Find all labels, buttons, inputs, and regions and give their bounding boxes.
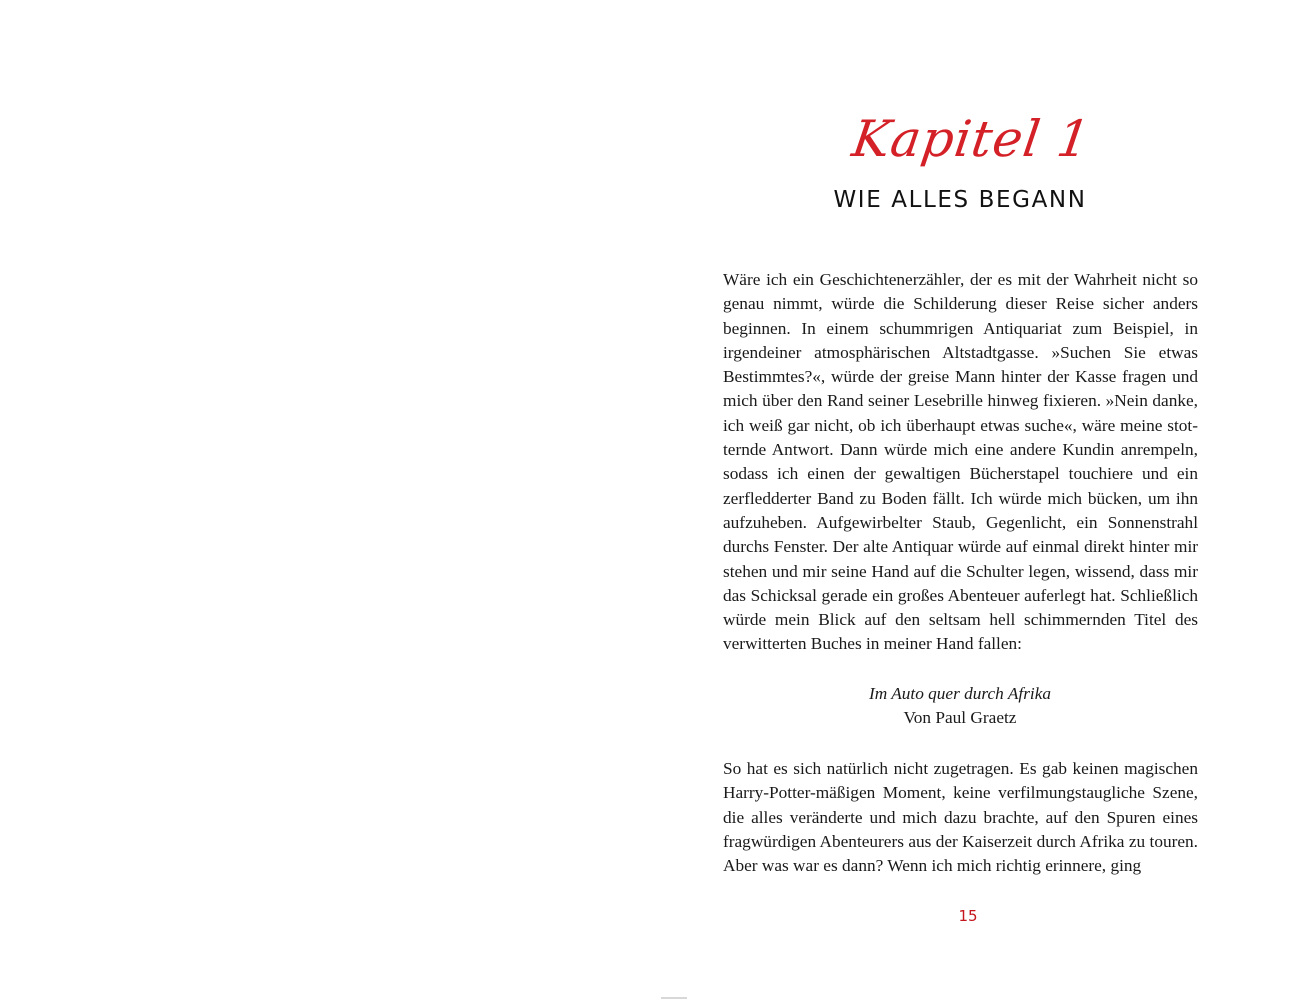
left-page-blank — [0, 0, 647, 1000]
page-number: 15 — [958, 907, 978, 925]
body-paragraph-1: Wäre ich ein Geschichtenerzähler, der es mit der Wahrheit nicht so genau nimmt, würde die Schilderung dieser Reise sicher anders beginnen. In einem schummrigen Antiquariat zum Beispiel, in irgendeiner atmosphärischen Altstadtgasse. »Suchen Sie etwas Bestimmtes?«, würde der greise Mann hinter der Kasse fragen und mich über den Rand seiner Lesebrille hinweg fixieren. »Nein danke, ich weiß gar nicht, ob ich überhaupt etwas suche«, wäre meine stotternde Antwort. Dann würde mich eine andere Kundin anrempeln, sodass ich einen der gewaltigen Bücherstapel touchiere und ein zerfledderter Band zu Boden fällt. Ich würde mich bücken, um ihn aufzuheben. Aufgewirbelter Staub, Gegenlicht, ein Sonnenstrahl durchs Fenster. Der alte Antiquar würde auf einmal direkt hinter mir stehen und mir seine Hand auf die Schulter legen, wissend, dass mir das Schicksal gerade ein großes Abenteuer auferlegt hat. Schließlich würde mein Blick auf den seltsam hell schimmernden Titel des verwitterten Buches in meiner Hand fallen: — [723, 270, 1198, 654]
chapter-label: Kapitel 1 — [848, 110, 1095, 168]
chapter-title: WIE ALLES BEGANN — [833, 187, 1087, 213]
gutter-mark — [661, 997, 687, 999]
book-reference — [648, 682, 1272, 731]
right-page — [648, 0, 1295, 1000]
book-reference-author: Von Paul Graetz — [903, 708, 1017, 728]
book-reference-title: Im Auto quer durch Afrika — [868, 684, 1052, 703]
body-paragraph-2: So hat es sich natürlich nicht zugetragen. Es gab keinen magischen Harry-Potter-mäßigen Moment, keine verfilmungstaugliche Szene, die alles veränderte und mich dazu brachte, auf den Spuren eines fragwürdigen Abenteurers aus der Kaiserzeit durch Afrika zu touren. Aber was war es dann? Wenn ich mich richtig erinnere, ging — [723, 759, 1198, 876]
